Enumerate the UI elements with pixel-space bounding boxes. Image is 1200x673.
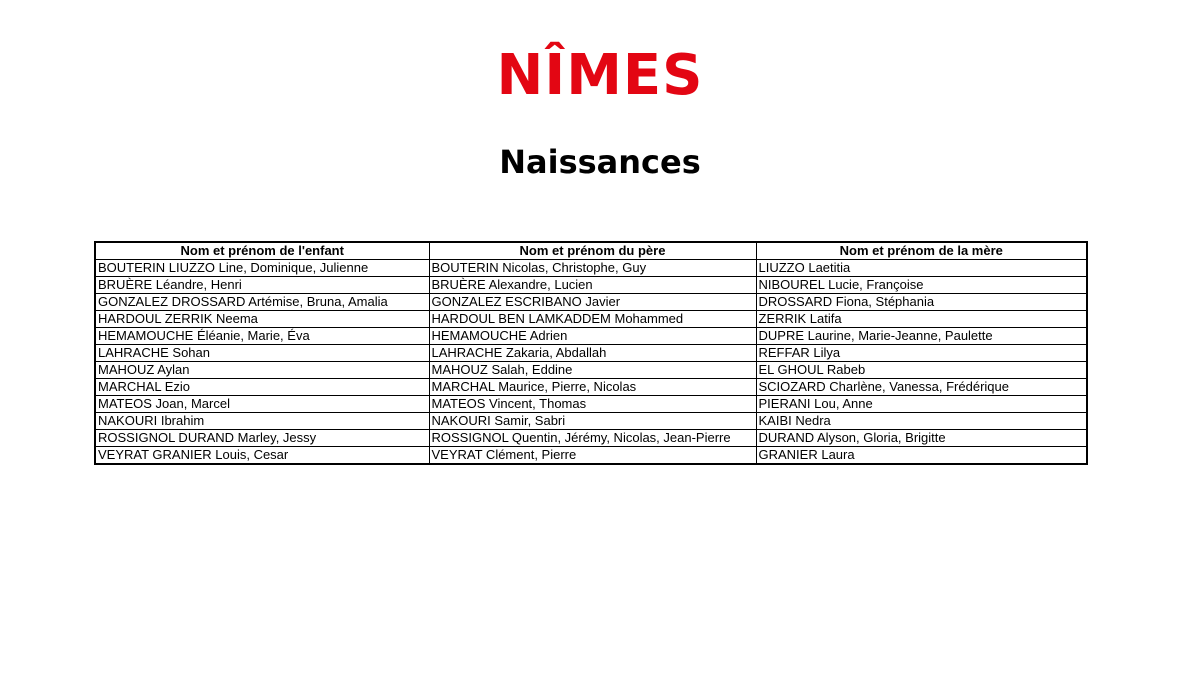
father-name-cell: MAHOUZ Salah, Eddine [429, 362, 756, 379]
table-row [95, 277, 1087, 294]
child-name-cell: MATEOS Joan, Marcel [95, 396, 429, 413]
mother-name-cell: LIUZZO Laetitia [756, 260, 1087, 277]
father-name-cell: ROSSIGNOL Quentin, Jérémy, Nicolas, Jean-Pierre [429, 430, 756, 447]
mother-name-cell: GRANIER Laura [756, 447, 1087, 465]
father-name-cell: NAKOURI Samir, Sabri [429, 413, 756, 430]
table-row [95, 362, 1087, 379]
father-name-cell: HARDOUL BEN LAMKADDEM Mohammed [429, 311, 756, 328]
mother-name-cell: ZERRIK Latifa [756, 311, 1087, 328]
table-body [95, 260, 1087, 465]
nimes-logo: NÎMES [496, 43, 704, 108]
table-header-row [95, 242, 1087, 260]
child-name-cell: NAKOURI Ibrahim [95, 413, 429, 430]
child-name-cell: HARDOUL ZERRIK Neema [95, 311, 429, 328]
column-header-child: Nom et prénom de l'enfant [95, 242, 429, 260]
births-table [94, 241, 1088, 465]
table-row [95, 430, 1087, 447]
table-row [95, 379, 1087, 396]
child-name-cell: MAHOUZ Aylan [95, 362, 429, 379]
child-name-cell: GONZALEZ DROSSARD Artémise, Bruna, Amalia [95, 294, 429, 311]
father-name-cell: MATEOS Vincent, Thomas [429, 396, 756, 413]
father-name-cell: BRUÈRE Alexandre, Lucien [429, 277, 756, 294]
column-header-mother: Nom et prénom de la mère [756, 242, 1087, 260]
father-name-cell: LAHRACHE Zakaria, Abdallah [429, 345, 756, 362]
child-name-cell: BOUTERIN LIUZZO Line, Dominique, Julienne [95, 260, 429, 277]
father-name-cell: MARCHAL Maurice, Pierre, Nicolas [429, 379, 756, 396]
father-name-cell: BOUTERIN Nicolas, Christophe, Guy [429, 260, 756, 277]
table-row [95, 396, 1087, 413]
page-title: Naissances [499, 143, 701, 181]
father-name-cell: GONZALEZ ESCRIBANO Javier [429, 294, 756, 311]
table-row [95, 413, 1087, 430]
mother-name-cell: PIERANI Lou, Anne [756, 396, 1087, 413]
mother-name-cell: DURAND Alyson, Gloria, Brigitte [756, 430, 1087, 447]
mother-name-cell: NIBOUREL Lucie, Françoise [756, 277, 1087, 294]
child-name-cell: HEMAMOUCHE Éléanie, Marie, Éva [95, 328, 429, 345]
table-row [95, 311, 1087, 328]
table-row [95, 447, 1087, 465]
child-name-cell: MARCHAL Ezio [95, 379, 429, 396]
child-name-cell: ROSSIGNOL DURAND Marley, Jessy [95, 430, 429, 447]
column-header-father: Nom et prénom du père [429, 242, 756, 260]
father-name-cell: VEYRAT Clément, Pierre [429, 447, 756, 465]
child-name-cell: LAHRACHE Sohan [95, 345, 429, 362]
table-row [95, 345, 1087, 362]
child-name-cell: VEYRAT GRANIER Louis, Cesar [95, 447, 429, 465]
mother-name-cell: SCIOZARD Charlène, Vanessa, Frédérique [756, 379, 1087, 396]
table-row [95, 294, 1087, 311]
mother-name-cell: KAIBI Nedra [756, 413, 1087, 430]
mother-name-cell: EL GHOUL Rabeb [756, 362, 1087, 379]
child-name-cell: BRUÈRE Léandre, Henri [95, 277, 429, 294]
mother-name-cell: DROSSARD Fiona, Stéphania [756, 294, 1087, 311]
mother-name-cell: DUPRE Laurine, Marie-Jeanne, Paulette [756, 328, 1087, 345]
father-name-cell: HEMAMOUCHE Adrien [429, 328, 756, 345]
table-row [95, 328, 1087, 345]
table-row [95, 260, 1087, 277]
mother-name-cell: REFFAR Lilya [756, 345, 1087, 362]
